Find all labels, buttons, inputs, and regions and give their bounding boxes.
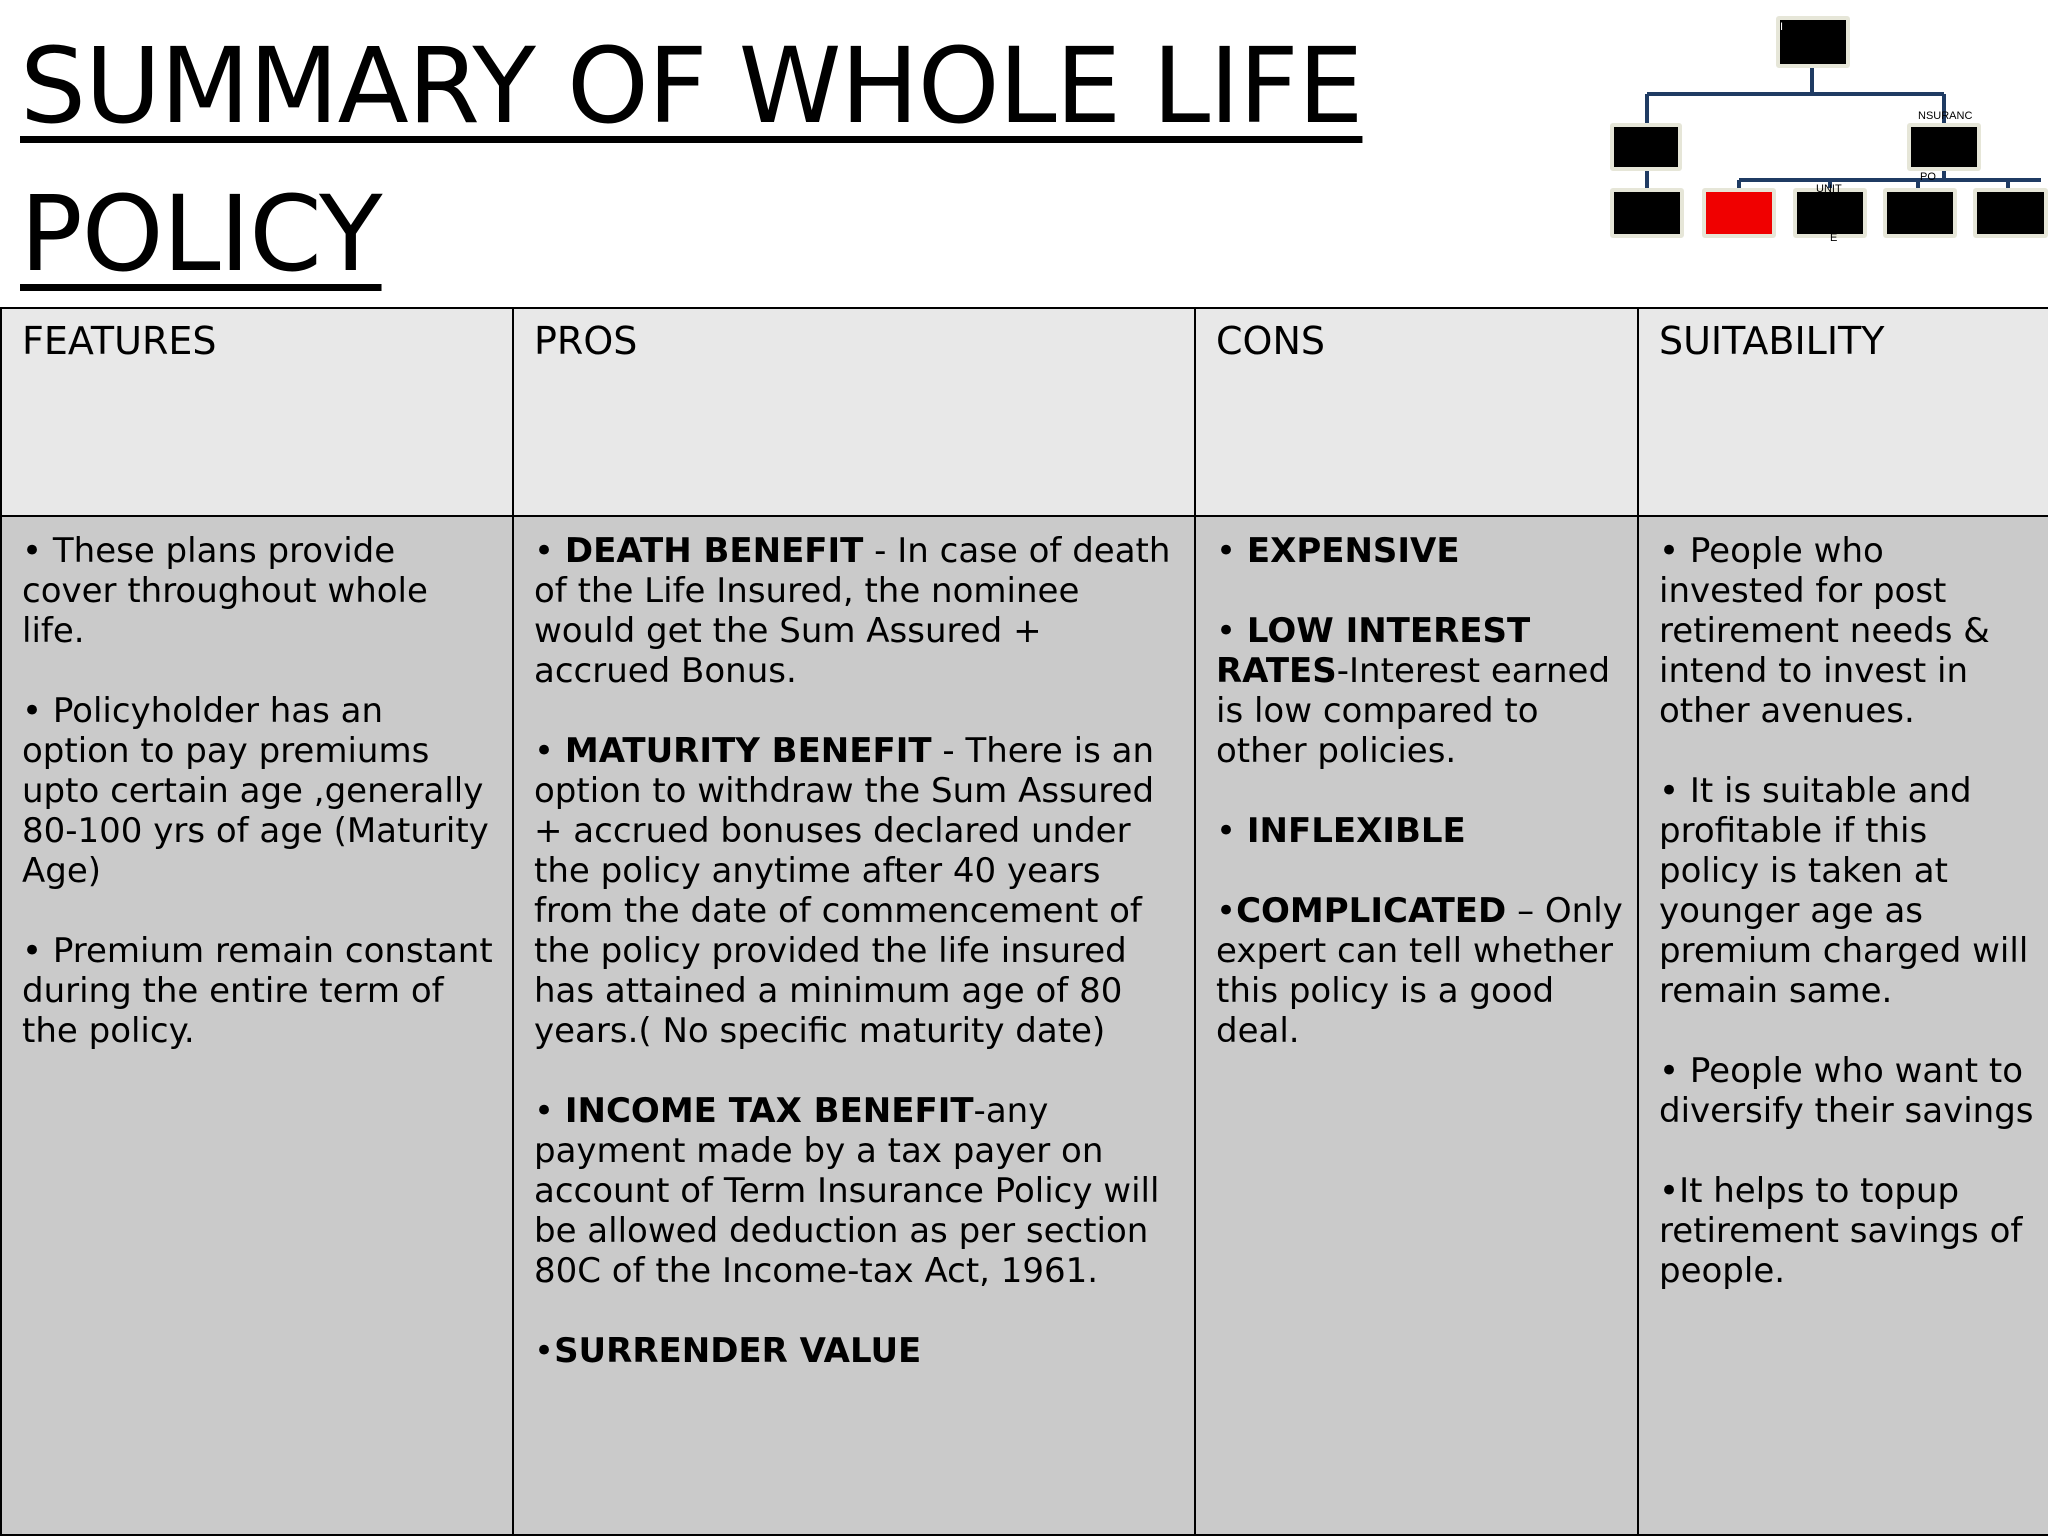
header-pros: PROS <box>534 319 638 363</box>
list-item: • It is suitable and profitable if this policy is taken at younger age as premium charged will remain same. <box>1659 771 2029 1011</box>
org-node-unit-label: UNIT <box>1816 183 1842 195</box>
org-node-right-sub-label: PO <box>1920 171 1936 183</box>
header-cell-pros <box>513 308 1195 516</box>
suitability-cell <box>1638 516 2048 1535</box>
org-node-unit-sub-label: E <box>1830 232 1838 244</box>
cons-list <box>1196 517 1637 1051</box>
org-node-top-label: I <box>1780 21 1784 33</box>
summary-table <box>0 307 2048 1536</box>
list-item: •COMPLICATED – Only expert can tell whether this policy is a good deal. <box>1216 891 1623 1051</box>
org-node-endowment <box>1883 188 1957 238</box>
org-chart <box>1605 16 2048 246</box>
list-item: •It helps to topup retirement savings of people. <box>1659 1171 2023 1291</box>
header-cell-cons <box>1195 308 1638 516</box>
header-row <box>1 308 2048 516</box>
header-cons: CONS <box>1216 319 1325 363</box>
header-suitability: SUITABILITY <box>1659 319 1885 363</box>
list-item: • People who want to diversify their savings <box>1659 1051 2034 1131</box>
cons-cell <box>1195 516 1638 1535</box>
list-item: • These plans provide cover throughout whole life. <box>22 531 428 651</box>
list-item: • LOW INTEREST RATES-Interest earned is low compared to other policies. <box>1216 611 1611 771</box>
list-item: • MATURITY BENEFIT - There is an option to withdraw the Sum Assured + accrued bonuses declared under the policy anytime after 40 years from the date of commencement of the policy provided the life insured has attained a minimum age of 80 years.( No specific maturity date) <box>534 731 1155 1051</box>
list-item: • EXPENSIVE <box>1216 531 1460 571</box>
pros-cell <box>513 516 1195 1535</box>
org-node-left <box>1610 123 1682 171</box>
header-features: FEATURES <box>22 319 217 363</box>
org-node-term <box>1610 188 1684 238</box>
features-list <box>2 517 512 1051</box>
suitability-list <box>1639 517 2048 1291</box>
list-item: • People who invested for post retirement needs & intend to invest in other avenues. <box>1659 531 1990 731</box>
features-cell <box>1 516 513 1535</box>
header-cell-features <box>1 308 513 516</box>
page-title: SUMMARY OF WHOLE LIFE POLICY <box>20 25 1363 295</box>
header-cell-suitability <box>1638 308 2048 516</box>
list-item: • Premium remain constant during the entire term of the policy. <box>22 931 493 1051</box>
list-item: • Policyholder has an option to pay premiums upto certain age ,generally 80-100 yrs of age (Maturity Age) <box>22 691 489 891</box>
list-item: • DEATH BENEFIT - In case of death of the Life Insured, the nominee would get the Sum Assured + accrued Bonus. <box>534 531 1171 691</box>
org-node-right <box>1907 123 1981 171</box>
org-node-money-back <box>1973 188 2048 238</box>
pros-list <box>514 517 1194 1371</box>
org-node-right-label: NSURANC <box>1918 110 1973 122</box>
content-row <box>1 516 2048 1535</box>
org-node-whole-life <box>1702 188 1776 238</box>
list-item: • INFLEXIBLE <box>1216 811 1466 851</box>
org-node-unit-linked <box>1793 188 1867 238</box>
list-item: •SURRENDER VALUE <box>534 1331 922 1371</box>
list-item: • INCOME TAX BENEFIT-any payment made by a tax payer on account of Term Insurance Policy will be allowed deduction as per section 80C of the Income-tax Act, 1961. <box>534 1091 1160 1291</box>
org-node-top <box>1776 16 1850 68</box>
